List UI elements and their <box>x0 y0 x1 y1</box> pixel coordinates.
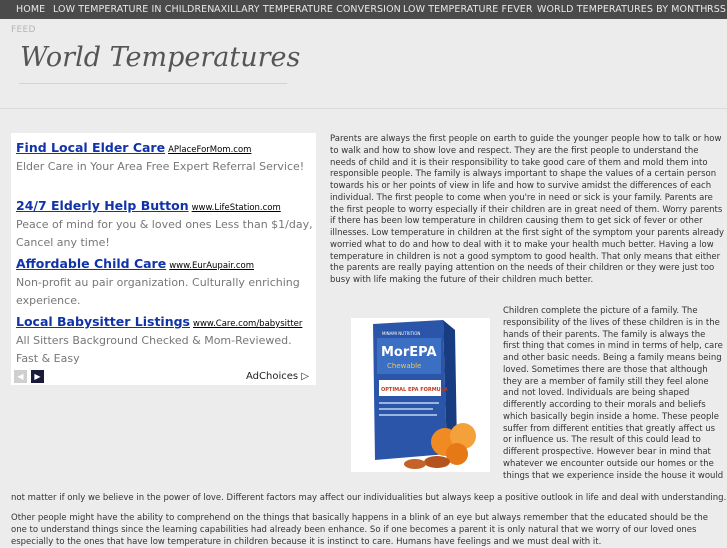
product-subbrand-text: Chewable <box>387 362 422 370</box>
site-title[interactable]: World Temperatures <box>20 42 301 73</box>
article-paragraph-3: Other people might have the ability to comprehend on the things that basically happens in a blink of an eye but always remember that the educated should be the one to understand things since the learning capabilities had already been enhance. So if one becomes a parent it is only natural that we worry of our loved ones especially to the ones that have low temperature in children because it is instinct to care. Humans have feelings and we must deal with it. <box>11 513 708 547</box>
article-paragraph-2: Children complete the picture of a family. The responsibility of the lives of these children is in the hands of their parents. The family is always the first thing that comes in mind in terms of help, care and other basic needs. Being a family means being loved. Sometimes there are those that although they are a member of family still they feel alone and not loved. Individuals are being shaped differently according to their morals and beliefs which basically begin inside a home. These people suffer from different entities that greatly affect us or influence us. The result of this could lead to different prospective. However bear in mind that whatever we encounter outside our homes or the things that we experience inside the house it would <box>503 306 724 481</box>
chevron-right-icon: ▶ <box>34 372 41 381</box>
ad-title-link[interactable]: Find Local Elder Care <box>16 140 166 155</box>
nav-axillary-temperature-conversion-link[interactable]: AXILLARY TEMPERATURE CONVERSION <box>214 4 401 15</box>
product-label-text: OPTIMAL EPA FORMULA <box>381 387 448 393</box>
ad-unit-child-care <box>16 253 313 310</box>
nav-world-temperatures-by-month-link[interactable]: WORLD TEMPERATURES BY MONTH <box>537 4 708 15</box>
ad-description: Elder Care in Your Area Free Expert Referral Service! <box>16 160 305 173</box>
nav-low-temperature-fever-link[interactable]: LOW TEMPERATURE FEVER <box>403 4 533 15</box>
ad-title-link[interactable]: Local Babysitter Listings <box>16 314 190 329</box>
nav-low-temperature-in-children-link[interactable]: LOW TEMPERATURE IN CHILDREN <box>53 4 215 15</box>
title-divider <box>19 83 287 84</box>
ad-block <box>11 133 316 385</box>
nav-home-link[interactable]: HOME <box>16 4 46 15</box>
ad-next-button[interactable] <box>31 370 44 383</box>
ad-url-link[interactable]: www.EurAupair.com <box>169 261 254 271</box>
product-maker-text: MINAMI NUTRITION <box>382 331 421 336</box>
ad-unit-help-button <box>16 195 313 252</box>
feed-link[interactable]: FEED <box>11 25 36 35</box>
adchoices-label: AdChoices <box>246 371 299 382</box>
header-divider <box>0 108 727 109</box>
ad-description: Non-profit au pair organization. Culturally enriching experience. <box>16 276 300 307</box>
chevron-left-icon: ◀ <box>17 372 24 381</box>
ad-description: All Sitters Background Checked & Mom-Reviewed. Fast & Easy <box>16 334 292 365</box>
ad-url-link[interactable]: APlaceForMom.com <box>168 145 252 155</box>
ad-title-link[interactable]: Affordable Child Care <box>16 256 167 271</box>
supplement-box-illustration <box>351 318 490 472</box>
adchoices-link[interactable] <box>246 371 309 382</box>
ad-unit-babysitter <box>16 311 313 368</box>
ad-url-link[interactable]: www.LifeStation.com <box>191 203 281 213</box>
ad-previous-button[interactable] <box>14 370 27 383</box>
article-paragraph-2-continued: not matter if only we believe in the power of love. Different factors may affect our individualities but always keep a positive outlook in life and deal with understanding. <box>11 493 727 503</box>
ad-unit-elder-care <box>16 137 313 176</box>
ad-description: Peace of mind for you & loved ones Less than $1/day, Cancel any time! <box>16 218 313 249</box>
nav-rss-link[interactable]: RSS <box>707 4 726 15</box>
ad-url-link[interactable]: www.Care.com/babysitter <box>193 319 303 329</box>
adchoices-icon: ▷ <box>301 371 309 382</box>
top-navigation-bar <box>0 0 727 19</box>
product-image <box>351 318 490 472</box>
article-paragraph-1: Parents are always the first people on earth to guide the younger people how to talk or how to walk and how to show love and respect. They are the first people to understand the needs of child and it is their responsibility to take good care of them and mold them into responsible people. The family is always important to shape the values of a certain person towards his or her points of view in life and how to survive amidst the differences of each individual. The first people to come when you're in need or sick is your family. Parents are the first people to worry especially if their children are in great need of them. Worry parents if there has been low temperature in children causing them to get sick of fever or other illnesses. Low temperature in children at the first sight of the symptom your parents already worried what to do and how to deal with it to make your health much better. Having a low temperature in children is not a good symptom to good health. That only means that either the parents are really paying attention on the needs of their children or they were just too busy with life making the future of their children much better. <box>330 134 725 285</box>
product-brand-text: MorEPA <box>381 345 437 360</box>
ad-title-link[interactable]: 24/7 Elderly Help Button <box>16 198 189 213</box>
